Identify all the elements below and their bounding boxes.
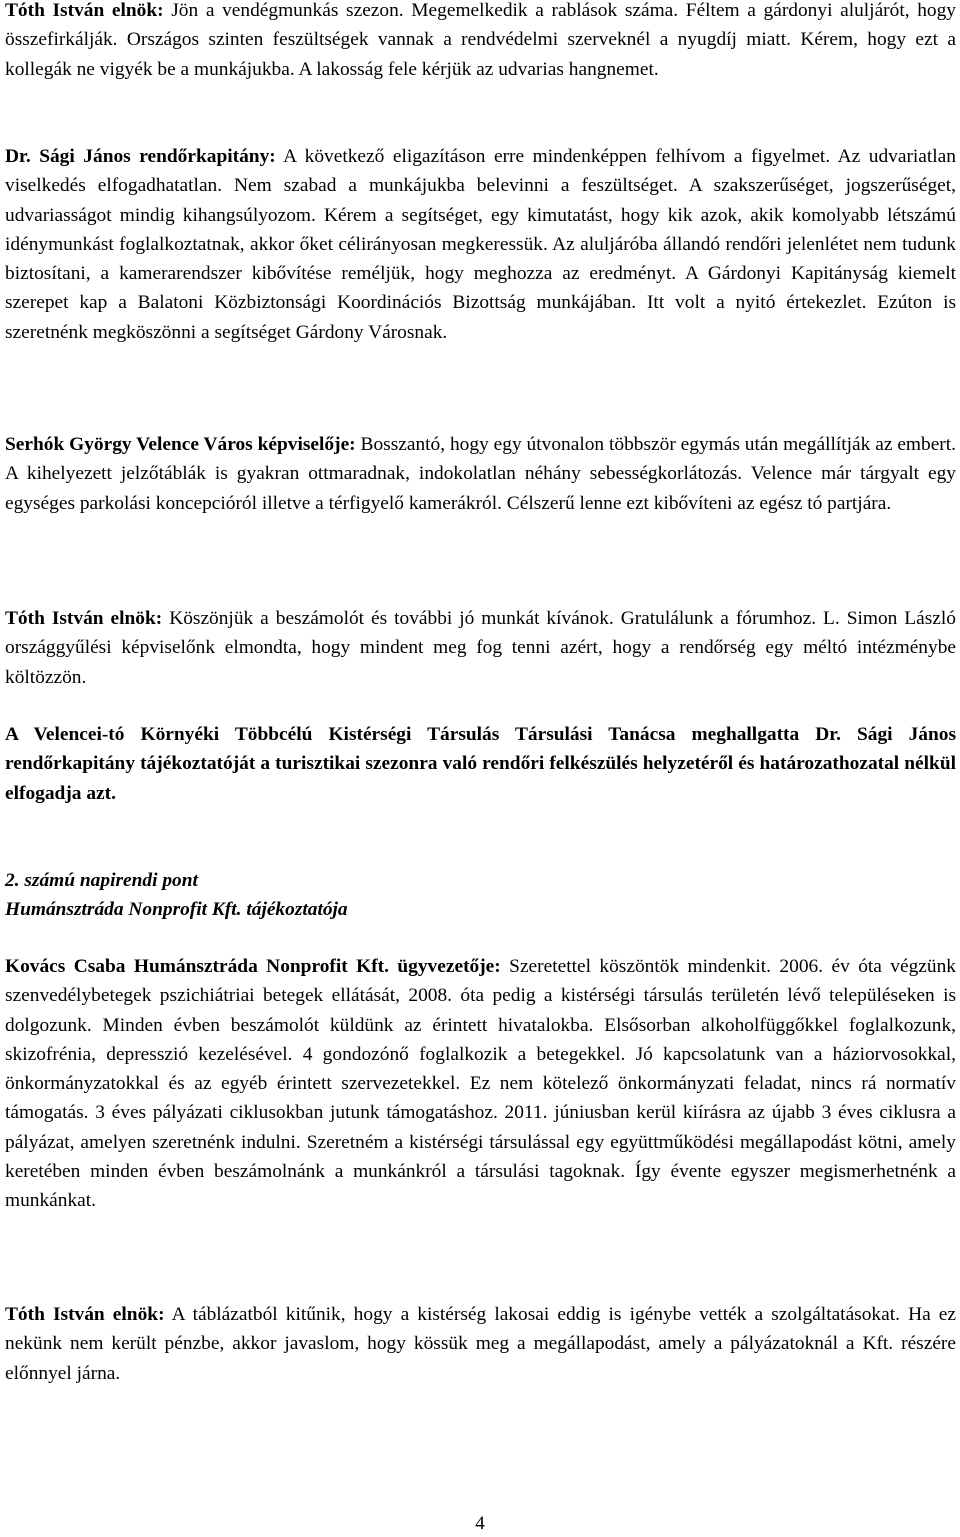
paragraph-text: A következő eligazításon erre mindenképpen felhívom a figyelmet. Az udvariatlan viselkedés elfogadhatatlan. Nem szabad a munkájukba belevinni a feszültséget. A szakszerűséget, jogszerűséget, udvariasságot mindig kihangsúlyozom. Kérem a segítséget, egy kimutatást, hogy kik azok, akik komolyabb létszámú idénymunkást foglalkoztatnak, akkor őket célirányosan megkeressük. Az aluljáróba állandó rendőri jelenlétet nem tudunk biztosítani, a kamerarendszer kibővítése reméljük, hogy meghozza az eredményt. A Gárdonyi Kapitányság kiemelt szerepet kap a Balatoni Közbiztonsági Koordinációs Bizottság munkájában. Itt volt a nyitó értekezlet. Ezúton is szeretnénk megköszönni a segítséget Gárdony Városnak. [5, 146, 956, 343]
speaker-label: Tóth István elnök: [5, 0, 164, 21]
paragraph-text: Szeretettel köszöntök mindenkit. 2006. év óta végzünk szenvedélybetegek pszichiátriai betegek ellátását, 2008. óta pedig a kistérségi társulás területén lévő településeken is dolgozunk. Minden évben beszámolót küldünk az érintett hivatalokba. Elsősorban alkoholfüggőkkel foglalkozunk, skizofrénia, depresszió kezelésével. 4 gondozónő foglalkozik a betegekkel. Jó kapcsolatunk van a háziorvosokkal, önkormányzatokkal és az egyéb érintett szervezetekkel. Ez nem kötelező önkormányzati feladat, nincs rá normatív támogatás. 3 éves pályázati ciklusokban jutunk támogatáshoz. 2011. júniusban kerül kiírásra az újabb 3 éves ciklusra a pályázat, amelyen szeretnénk indulni. Szeretném a kistérségi társulással egy együttműködési megállapodást kötni, amely keretében minden évben beszámolnánk a munkánkról a társulási tagoknak. Így évente egyszer megismerhetnénk a munkánkat. [5, 956, 956, 1212]
speaker-label: Tóth István elnök: [5, 608, 163, 629]
agenda-item-title: Humánsztráda Nonprofit Kft. tájékoztatója [5, 899, 348, 921]
paragraph-toth-1 [5, 0, 956, 84]
speaker-label: Kovács Csaba Humánsztráda Nonprofit Kft. ügyvezetője: [5, 956, 501, 977]
speaker-label: Serhók György Velence Város képviselője: [5, 434, 356, 455]
page-number: 4 [475, 1513, 485, 1534]
paragraph-toth-3 [5, 1300, 956, 1388]
paragraph-text: Köszönjük a beszámolót és további jó munkát kívánok. Gratulálunk a fórumhoz. L. Simon László országgyűlési képviselőnk elmondta, hogy mindent meg fog tenni azért, hogy a rendőrség egy méltó intézménybe költözzön. [5, 608, 956, 688]
resolution-paragraph: A Velencei-tó Környéki Többcélú Kistérségi Társulás Társulási Tanácsa meghallgatta Dr. Sági János rendőrkapitány tájékoztatóját a turisztikai szezonra való rendőri felkészülés helyzetéről és határozathozatal nélkül elfogadja azt. [5, 724, 956, 804]
paragraph-text: Jön a vendégmunkás szezon. Megemelkedik a rablások száma. Féltem a gárdonyi aluljárót, hogy összefirkálják. Országos szinten feszültségek vannak a rendvédelmi szerveknél a nyugdíj miatt. Kérem, hogy ezt a kollegák ne vigyék be a munkájukba. A lakosság fele kérjük az udvarias hangnemet. [5, 0, 956, 80]
speaker-label: Dr. Sági János rendőrkapitány: [5, 146, 276, 167]
paragraph-toth-2 [5, 604, 956, 692]
paragraph-serhok [5, 430, 956, 518]
speaker-label: Tóth István elnök: [5, 1304, 165, 1325]
agenda-item-number: 2. számú napirendi pont [5, 870, 198, 891]
paragraph-text: A táblázatból kitűnik, hogy a kistérség lakosai eddig is igénybe vették a szolgáltatásokat. Ha ez nekünk nem került pénzbe, akkor javaslom, hogy kössük meg a megállapodást, amely a pályázatoknál a Kft. részére előnnyel járna. [5, 1304, 956, 1384]
paragraph-sagi [5, 142, 956, 347]
paragraph-text: Bosszantó, hogy egy útvonalon többször egymás után megállítják az embert. A kihelyezett jelzőtáblák is gyakran ottmaradnak, indokolatlan néhány sebességkorlátozás. Velence már tárgyalt egy egységes parkolási koncepcióról illetve a térfigyelő kamerákról. Célszerű lenne ezt kibővíteni az egész tó partjára. [5, 434, 956, 514]
paragraph-kovacs [5, 952, 956, 1216]
agenda-heading [5, 866, 956, 925]
